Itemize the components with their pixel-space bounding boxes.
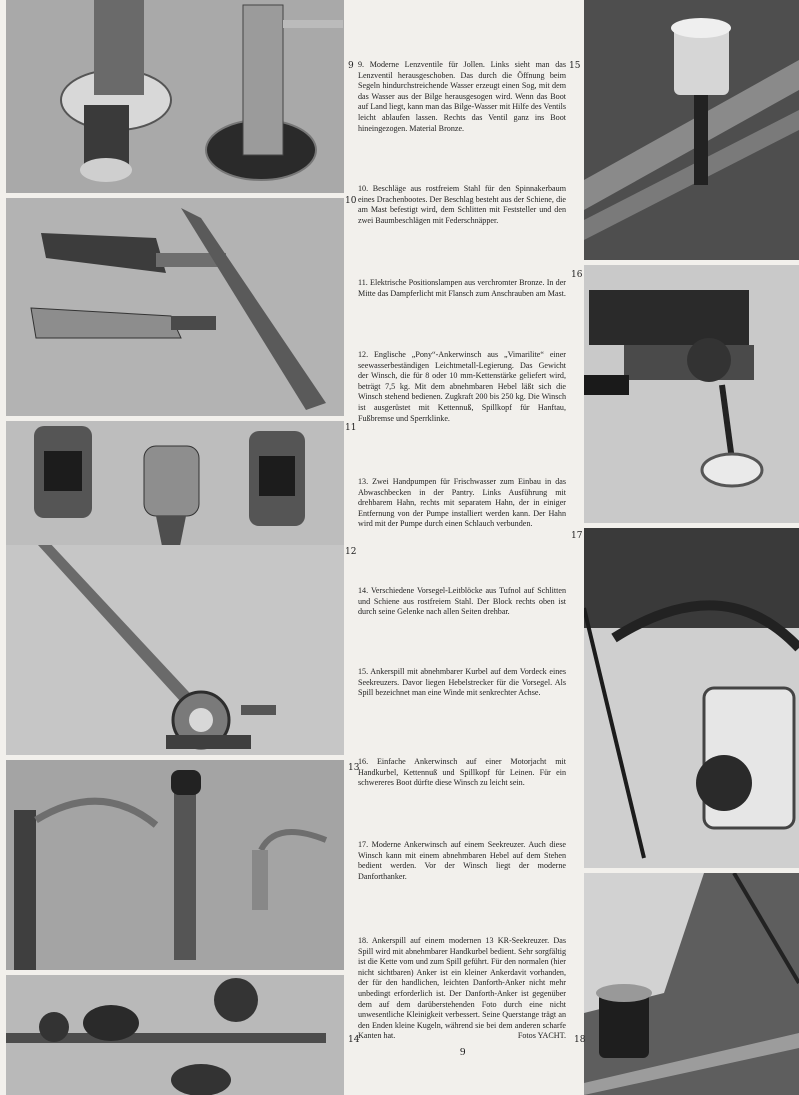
caption-17: 17. Moderne Ankerwinsch auf einem Seekreuzer. Auch diese Winsch kann mit einem abnehmbaren Hebel auf dem Stehen bedient werden. Vor der Winsch liegt der moderne Danforthanker. <box>358 840 566 881</box>
figure-number-9: 9 <box>348 61 354 71</box>
photo-15-foredeck-capstan <box>584 0 799 260</box>
photo-17-cruiser-winch <box>584 528 799 868</box>
photo-13-hand-pumps <box>6 760 344 970</box>
photo-11-position-lamps <box>6 421 344 545</box>
figure-number-17: 17 <box>571 531 583 541</box>
page-number: 9 <box>460 1046 466 1058</box>
photo-9-bilge-valves <box>6 0 344 193</box>
photo-credit: Fotos YACHT. <box>517 1031 566 1041</box>
caption-10: 10. Beschläge aus rostfreiem Stahl für den Spinnakerbaum eines Drachenbootes. Der Beschlag besteht aus der Schiene, die am Mast befestigt wird, dem Schlitten mit Feststeller und den zwei Baumbeschlägen mit Federschnäpper. <box>358 184 566 225</box>
caption-9: 9. Moderne Lenzventile für Jollen. Links sieht man das Lenzventil herausgeschoben. Das durch die Öffnung beim Segeln hindurchstreichende Wasser erzeugt einen Sog, mit dem das Wasser aus der Bilge herausgesogen wird. Wenn das Boot auf Land liegt, kann man das Bilge-Wasser mit Hilfe des Ventils leicht ablaufen lassen. Rechts das Ventil ganz ins Boot hineingezogen. Material Bronze. <box>358 60 567 133</box>
caption-18-text: 18. Ankerspill auf einem modernen 13 KR-Seekreuzer. Das Spill wird mit abnehmbarer Handkurbel bedient. Sehr sorgfältig ist die Kette vom und zum Spill geführt. Für den normalen (hier nicht sichtbaren) Anker ist ein kleiner Ankerdavit vorhanden, der für den handlichen, leichten Danforth-Anker nicht mehr unbedingt erforderlich ist. Der Danforth-Anker ist gegenüber dem auf dem darüberstehenden Foto durch eine nicht unwesentliche Kleinigkeit verbessert. Seine Querstange trägt an den Enden kleine Kugeln, während sie bei dem anderen scharfe Kanten hat. <box>358 936 566 1041</box>
caption-18 <box>358 936 566 1042</box>
figure-number-14: 14 <box>348 1035 360 1045</box>
caption-11: 11. Elektrische Positionslampen aus verchromter Bronze. In der Mitte das Dampferlicht mit Flansch zum Anschrauben am Mast. <box>358 278 566 298</box>
figure-number-16: 16 <box>571 270 583 280</box>
figure-number-15: 15 <box>569 61 581 71</box>
figure-number-12: 12 <box>345 547 357 557</box>
photo-10-spinnaker-fittings <box>6 198 344 416</box>
photo-12-pony-anchor-winch <box>6 545 344 755</box>
figure-number-11: 11 <box>345 423 357 433</box>
caption-15: 15. Ankerspill mit abnehmbarer Kurbel auf dem Vordeck eines Seekreuzers. Davor liegen Hebelstrecker für die Vorsegel. Als Spill bezeichnet man eine Winde mit senkrechter Achse. <box>358 667 566 698</box>
caption-12: 12. Englische „Pony“-Ankerwinsch aus „Vimarilite“ einer seewasserbeständigen Leichtmetall-Legierung. Das Gewicht der Winsch, die für 8 oder 10 mm-Kettenstärke geliefert wird, beträgt 7,5 kg. Mit dem abnehmbaren Hebel läßt sich die Winsch stehend bedienen. Zugkraft 200 bis 250 kg. Die Winsch ist ausgerüstet mit Kettennuß, Spillkopf für Hanftau, Fußbremse und Sperrklinke. <box>358 350 566 423</box>
photo-14-jib-lead-blocks <box>6 975 344 1095</box>
caption-13: 13. Zwei Handpumpen für Frischwasser zum Einbau in das Abwaschbecken in der Pantry. Links Ausführung mit drehbarem Hahn, rechts mit separatem Hahn, der in einiger Entfernung von der Pumpe installiert werden kann. Der Hahn wird mit der Pumpe durch einen Schlauch verbunden. <box>358 477 566 529</box>
figure-number-10: 10 <box>345 196 357 206</box>
caption-16: 16. Einfache Ankerwinsch auf einer Motorjacht mit Handkurbel, Kettennuß und Spillkopf für Leinen. Für ein schwereres Boot dürfte diese Winsch zu leicht sein. <box>358 757 566 788</box>
photo-16-motor-yacht-winch <box>584 265 799 523</box>
figure-number-18: 18 <box>574 1035 586 1045</box>
figure-number-13: 13 <box>348 763 360 773</box>
caption-14: 14. Verschiedene Vorsegel-Leitblöcke aus Tufnol auf Schlitten und Schiene aus rostfreiem Stahl. Der Block rechts oben ist durch seine Gelenke nach allen Seiten drehbar. <box>358 586 566 617</box>
photo-18-13kr-cruiser-capstan <box>584 873 799 1095</box>
